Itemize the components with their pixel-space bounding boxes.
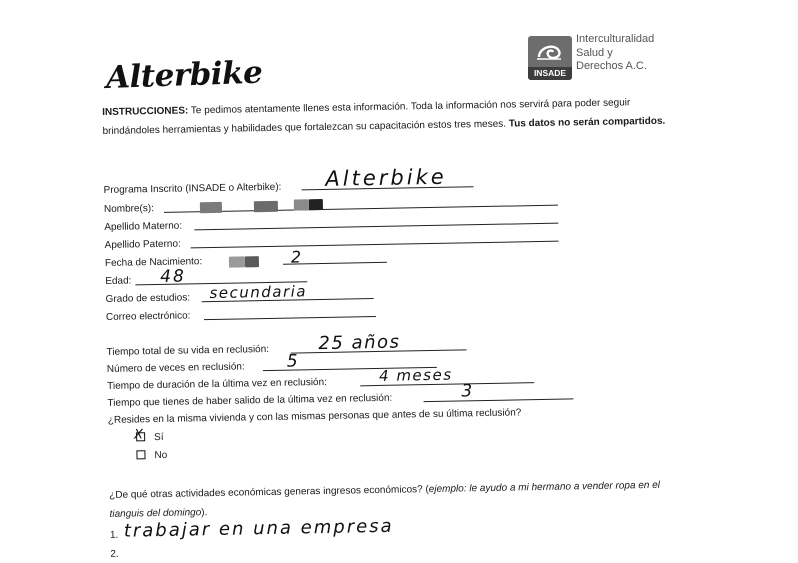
field-nombre-line[interactable] [164,205,558,213]
checkmark-x-icon: X [133,427,144,443]
checkbox-si[interactable] [133,427,145,443]
checkbox-no[interactable] [136,450,145,459]
field-nacimiento [104,247,302,272]
field-edad-label: Edad: [105,275,132,287]
field-veces-value: 5 [286,351,298,372]
field-tiempo-total-value: 25 años [318,331,401,355]
redacted-block [229,256,245,267]
redacted-block [294,199,309,210]
field-programa [103,164,447,199]
redacted-block [245,256,259,267]
redacted-block [254,201,278,212]
field-materno-line[interactable] [194,223,558,231]
field-correo [106,310,191,326]
field-nombre [104,203,154,218]
field-veces [106,351,298,378]
field-veces-label: Número de veces en reclusión: [106,361,245,375]
field-salido-value: 3 [461,381,473,402]
actividades-question: ¿De qué otras actividades económicas generas ingresos económicos? (ejemplo: le ayudo a mi hermano a vender ropa en el tianguis del domingo). [109,479,661,520]
spiral-icon [535,39,565,65]
redacted-block [309,199,323,210]
insade-badge: INSADE [528,67,572,80]
field-estudios [105,282,308,308]
field-duracion-value: 4 meses [378,365,453,385]
field-nacimiento-label: Fecha de Nacimiento: [104,256,203,269]
field-tiempo-total [106,331,401,361]
field-materno [104,221,182,236]
field-correo-line[interactable] [204,316,376,320]
actividad-1: 1. trabajar en una empresa [109,515,394,542]
field-salido-line[interactable] [424,398,574,402]
field-correo-label: Correo electrónico: [105,310,191,323]
field-paterno-label: Apellido Paterno: [104,238,181,251]
vivienda-question: ¿Resides en la misma vivienda y con las mismas personas que antes de su última reclusión? [107,407,522,426]
field-nombre-label: Nombre(s): [103,203,155,215]
instructions-paragraph: INSTRUCCIONES: Te pedimos atentamente llenes esta información. Toda la información nos servirá para poder seguir brindándoles herramientas y habilidades que fortalezcan su capacitación estos tres meses. Tus datos no serán compartidos. [102,97,666,137]
field-paterno [105,239,181,254]
redacted-block [200,202,222,213]
field-salido-label: Tiempo que tienes de haber salido de la última vez en reclusión: [107,392,393,409]
field-nacimiento-value: 2 [290,247,302,267]
field-paterno-line[interactable] [191,241,559,249]
form-body [102,92,730,560]
insade-logo-text: Interculturalidad Salud y Derechos A.C. [576,33,655,72]
field-tiempo-total-label: Tiempo total de su vida en reclusión: [106,343,270,358]
vivienda-option-no[interactable]: No [136,450,167,462]
brand-logo-alterbike: Alterbike [105,54,263,96]
field-programa-label: Programa Inscrito (INSADE o Alterbike): [103,181,282,196]
field-edad [105,266,187,289]
actividad-2: 2. [110,548,119,560]
insade-logo-mark [528,36,572,80]
field-estudios-value: secundaria [209,282,308,303]
vivienda-option-si[interactable]: X Sí [133,427,164,444]
field-edad-value: 48 [160,266,187,287]
insade-logo [528,30,688,82]
field-estudios-label: Grado de estudios: [105,292,191,305]
actividad-1-value: trabajar en una empresa [123,515,394,542]
field-programa-value: Alterbike [325,164,447,191]
field-materno-label: Apellido Materno: [104,220,183,233]
field-duracion-label: Tiempo de duración de la última vez en reclusión: [107,376,328,392]
